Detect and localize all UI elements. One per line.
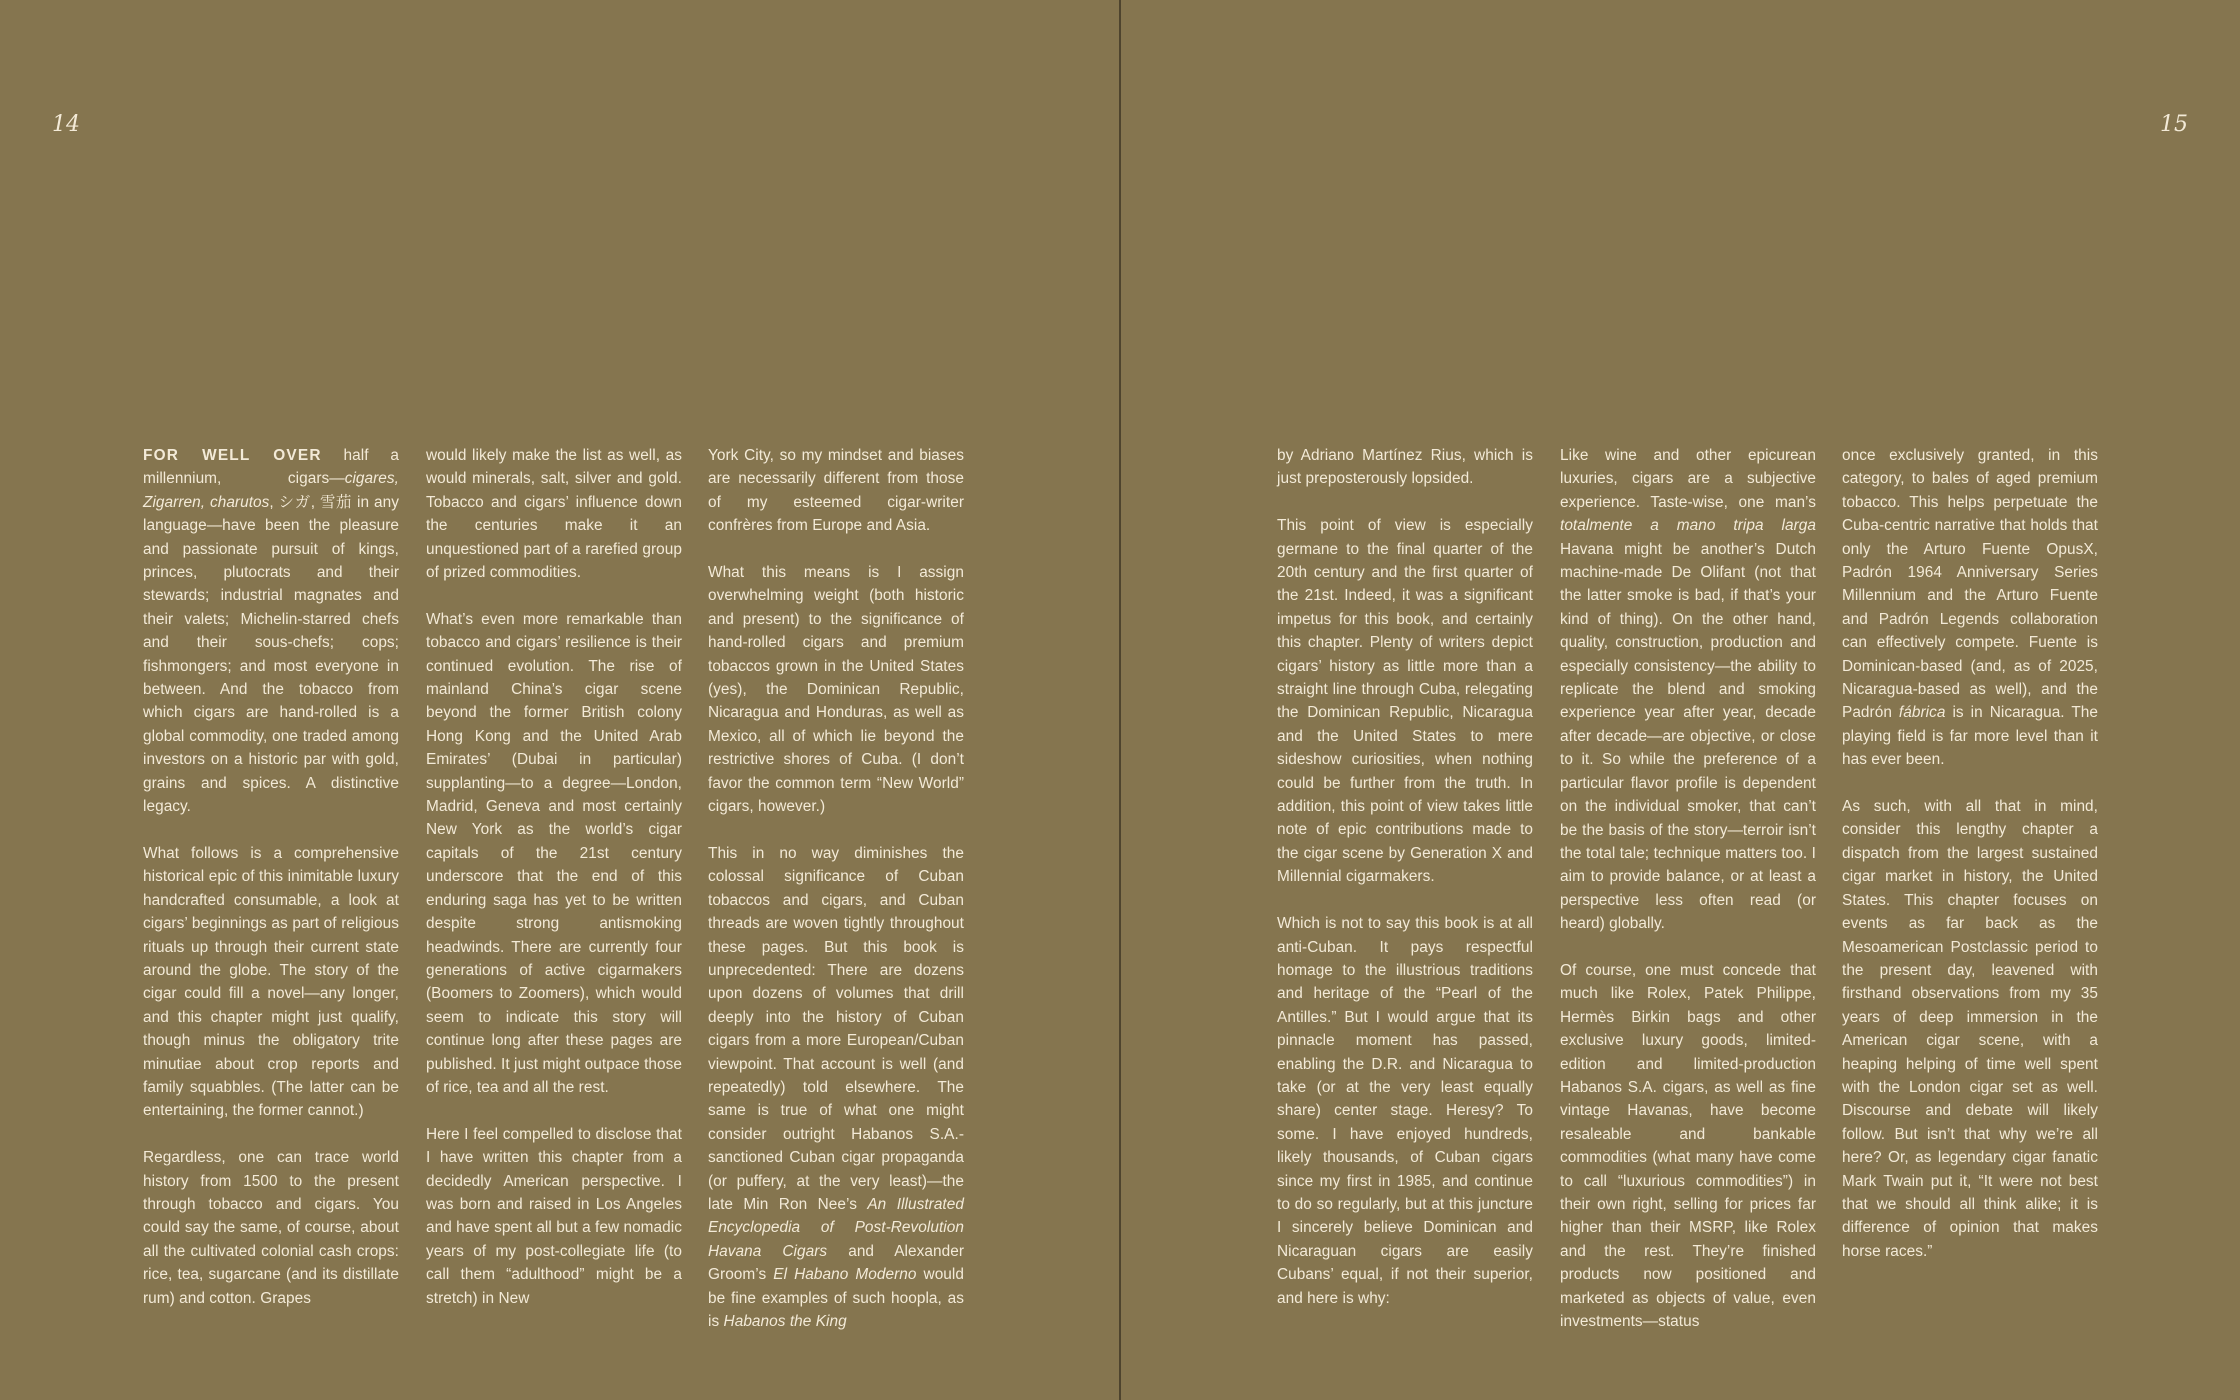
page-number-right: 15 bbox=[2160, 112, 2188, 137]
text-column-2 bbox=[426, 444, 682, 1310]
paragraph: This point of view is especially germane to the final quarter of the 20th century and the first quarter of the 21st. Indeed, it was a significant impetus for this book, and certainly this chapter. Plenty of writers depict cigars’ history as little more than a straight line through Cuba, relegating the Dominican Republic, Nicaragua and the United States to mere sideshow curiosities, when nothing could be further from the truth. In addition, this point of view takes little note of epic contributions made to the cigar scene by Generation X and Millennial cigarmakers. bbox=[1277, 517, 1533, 886]
paragraph bbox=[1560, 444, 1816, 936]
paragraph: would likely make the list as well, as would minerals, salt, silver and gold. Tobacco and cigars’ influence down the centuries make it an unquestioned part of a rarefied group of prized commodities. bbox=[426, 447, 682, 582]
italic-run: An Illustrated Encyclopedia of Post-Revolution Havana Cigars bbox=[708, 1195, 964, 1260]
text-run: half a millennium, cigars— bbox=[143, 447, 400, 488]
paragraph: Which is not to say this book is at all anti-Cuban. It pays respectful homage to the illustrious traditions and heritage of the “Pearl of the Antilles.” But I would argue that its pinnacle moment has passed, enabling the D.R. and Nicaragua to take (or at the very least equally share) center stage. Heresy? To some. I have enjoyed hundreds, likely thousands, of Cuban cigars since my first in 1985, and continue to do so regularly, but at this juncture I sincerely believe Dominican and Nicaraguan cigars are easily Cubans’ equal, if not their superior, and here is why: bbox=[1277, 915, 1533, 1307]
italic-run: cigares, Zigarren, charutos bbox=[143, 470, 399, 511]
text-column-4 bbox=[1277, 444, 1533, 1310]
paragraph: Of course, one must concede that much like Rolex, Patek Philippe, Hermès Birkin bags and other exclusive luxury goods, limited-edition and limited-production Habanos S.A. cigars, as well as fine vintage Havanas, have become resaleable and bankable commodities (what many have come to call “luxurious commodities”) in their own right, selling for prices far higher than their MSRP, like Rolex and the rest. They’re finished products now positioned and marketed as objects of value, even investments—status bbox=[1560, 961, 1816, 1331]
paragraph: What’s even more remarkable than tobacco and cigars’ resilience is their continued evolution. The rise of mainland China’s cigar scene beyond the former British colony Hong Kong and the United Arab Emirates’ (Dubai in particular) supplanting—to a degree—London, Madrid, Geneva and most certainly New York as the world’s cigar capitals of the 21st century underscore that the end of this enduring saga has yet to be written despite strong antismoking headwinds. There are currently four generations of active cigarmakers (Boomers to Zoomers), which would seem to indicate this story will continue long after these pages are published. It just might outpace those of rice, tea and all the rest. bbox=[426, 610, 683, 1096]
italic-run: Habanos the King bbox=[723, 1313, 847, 1330]
paragraph bbox=[143, 444, 399, 819]
paragraph: Here I feel compelled to disclose that I have written this chapter from a decidedly American perspective. I was born and raised in Los Angeles and have spent all but a few nomadic years of my post-collegiate life (to call them “adulthood” might be a stretch) in New bbox=[426, 1125, 682, 1307]
italic-run: El Habano Moderno bbox=[773, 1266, 917, 1284]
text-run: Havana might be another’s Dutch machine-made De Olifant (not that the latter smoke is bad, if that’s your kind of thing). On the other hand, quality, construction, production and especially consistency—the ability to replicate the blend and smoking experience year after year, decade after decade—are objective, or close to it. So while the preference of a particular flavor profile is dependent on the individual smoker, that can’t be the basis of the story—terroir isn’t the total tale; technique matters too. I aim to provide balance, or at least a perspective less often read (or heard) globally. bbox=[1560, 540, 1816, 933]
lead-in: FOR WELL OVER bbox=[143, 447, 322, 464]
paragraph bbox=[1842, 444, 2098, 772]
paragraph: What this means is I assign overwhelming weight (both historic and present) to the significance of hand-rolled cigars and premium tobaccos grown in the United States (yes), the Dominican Republic, Nicaragua and Honduras, as well as Mexico, all of which lie beyond the restrictive shores of Cuba. (I don’t favor the common term “New World” cigars, however.) bbox=[708, 564, 964, 816]
right-page bbox=[1121, 0, 2240, 1400]
paragraph: What follows is a comprehensive historical epic of this inimitable luxury handcrafted consumable, a look at cigars’ beginnings as part of religious rituals up through their current state around the globe. The story of the cigar could fill a novel—any longer, and this chapter might just qualify, though minus the obligatory trite minutiae about crop reports and family squabbles. (The latter can be entertaining, the former cannot.) bbox=[143, 844, 399, 1120]
text-run: This in no way diminishes the colossal significance of Cuban tobaccos and cigars, and Cuban threads are woven tightly throughout these pages. But this book is unprecedented: There are dozens upon dozens of volumes that drill deeply into the history of Cuban cigars from a more European/Cuban viewpoint. That account is well (and repeatedly) told elsewhere. The same is true of what one might consider outright Habanos S.A.-sanctioned Cuban cigar propaganda (or puffery, at the very least)—the late Min Ron Nee’s bbox=[708, 844, 964, 1213]
paragraph: York City, so my mindset and biases are necessarily different from those of my esteemed cigar-writer confrères from Europe and Asia. bbox=[708, 447, 964, 535]
italic-run: totalmente a mano tripa larga bbox=[1560, 517, 1816, 535]
text-run: would be fine examples of such hoopla, as is bbox=[708, 1266, 964, 1330]
left-page bbox=[0, 0, 1119, 1400]
text-column-5 bbox=[1560, 444, 1816, 1333]
paragraph: Regardless, one can trace world history from 1500 to the present through tobacco and cigars. You could say the same, of course, about all the cultivated colonial cash crops: rice, tea, sugarcane (and its distillate rum) and cotton. Grapes bbox=[143, 1149, 399, 1307]
text-run: and Alexander Groom’s bbox=[708, 1242, 964, 1284]
page-number-left: 14 bbox=[52, 112, 80, 137]
paragraph: As such, with all that in mind, consider this lengthy chapter a dispatch from the largest sustained cigar market in history, the United States. This chapter focuses on events as far back as the Mesoamerican Postclassic period to the present day, leavened with firsthand observations from my 35 years of deep immersion in the American cigar scene, with a heaping helping of time well spent with the London cigar set as well. Discourse and debate will likely follow. But isn’t that why we’re all here? Or, as legendary cigar fanatic Mark Twain put it, “It were not best that we should all think alike; it is difference of opinion that makes horse races.” bbox=[1842, 798, 2098, 1260]
italic-run: fábrica bbox=[1898, 704, 1946, 722]
paragraph bbox=[708, 842, 964, 1334]
text-run: Like wine and other epicurean luxuries, cigars are a subjective experience. Taste-wise, one man’s bbox=[1560, 447, 1816, 511]
text-column-3 bbox=[708, 444, 964, 1333]
paragraph: by Adriano Martínez Rius, which is just preposterously lopsided. bbox=[1277, 447, 1533, 488]
text-run: is in Nicaragua. The playing field is far more level than it has ever been. bbox=[1842, 704, 2098, 769]
text-run: , シガ, 雪茄 in any language—have been the pleasure and passionate pursuit of kings, princes, plutocrats and their stewards; industrial magnates and their valets; Michelin-starred chefs and their sous-chefs; cops; fishmongers; and most everyone in between. And the tobacco from which cigars are hand-rolled is a global commodity, one traded among investors on a historic par with gold, grains and spices. A distinctive legacy. bbox=[143, 493, 400, 816]
text-run: once exclusively granted, in this category, to bales of aged premium tobacco. This helps perpetuate the Cuba-centric narrative that holds that only the Arturo Fuente OpusX, Padrón 1964 Anniversary Series Millennium and the Arturo Fuente and Padrón Legends collaboration can effectively compete. Fuente is Dominican-based (and, as of 2025, Nicaragua-based as well), and the Padrón bbox=[1842, 447, 2098, 722]
text-column-6 bbox=[1842, 444, 2098, 1263]
text-column-1 bbox=[143, 444, 399, 1310]
